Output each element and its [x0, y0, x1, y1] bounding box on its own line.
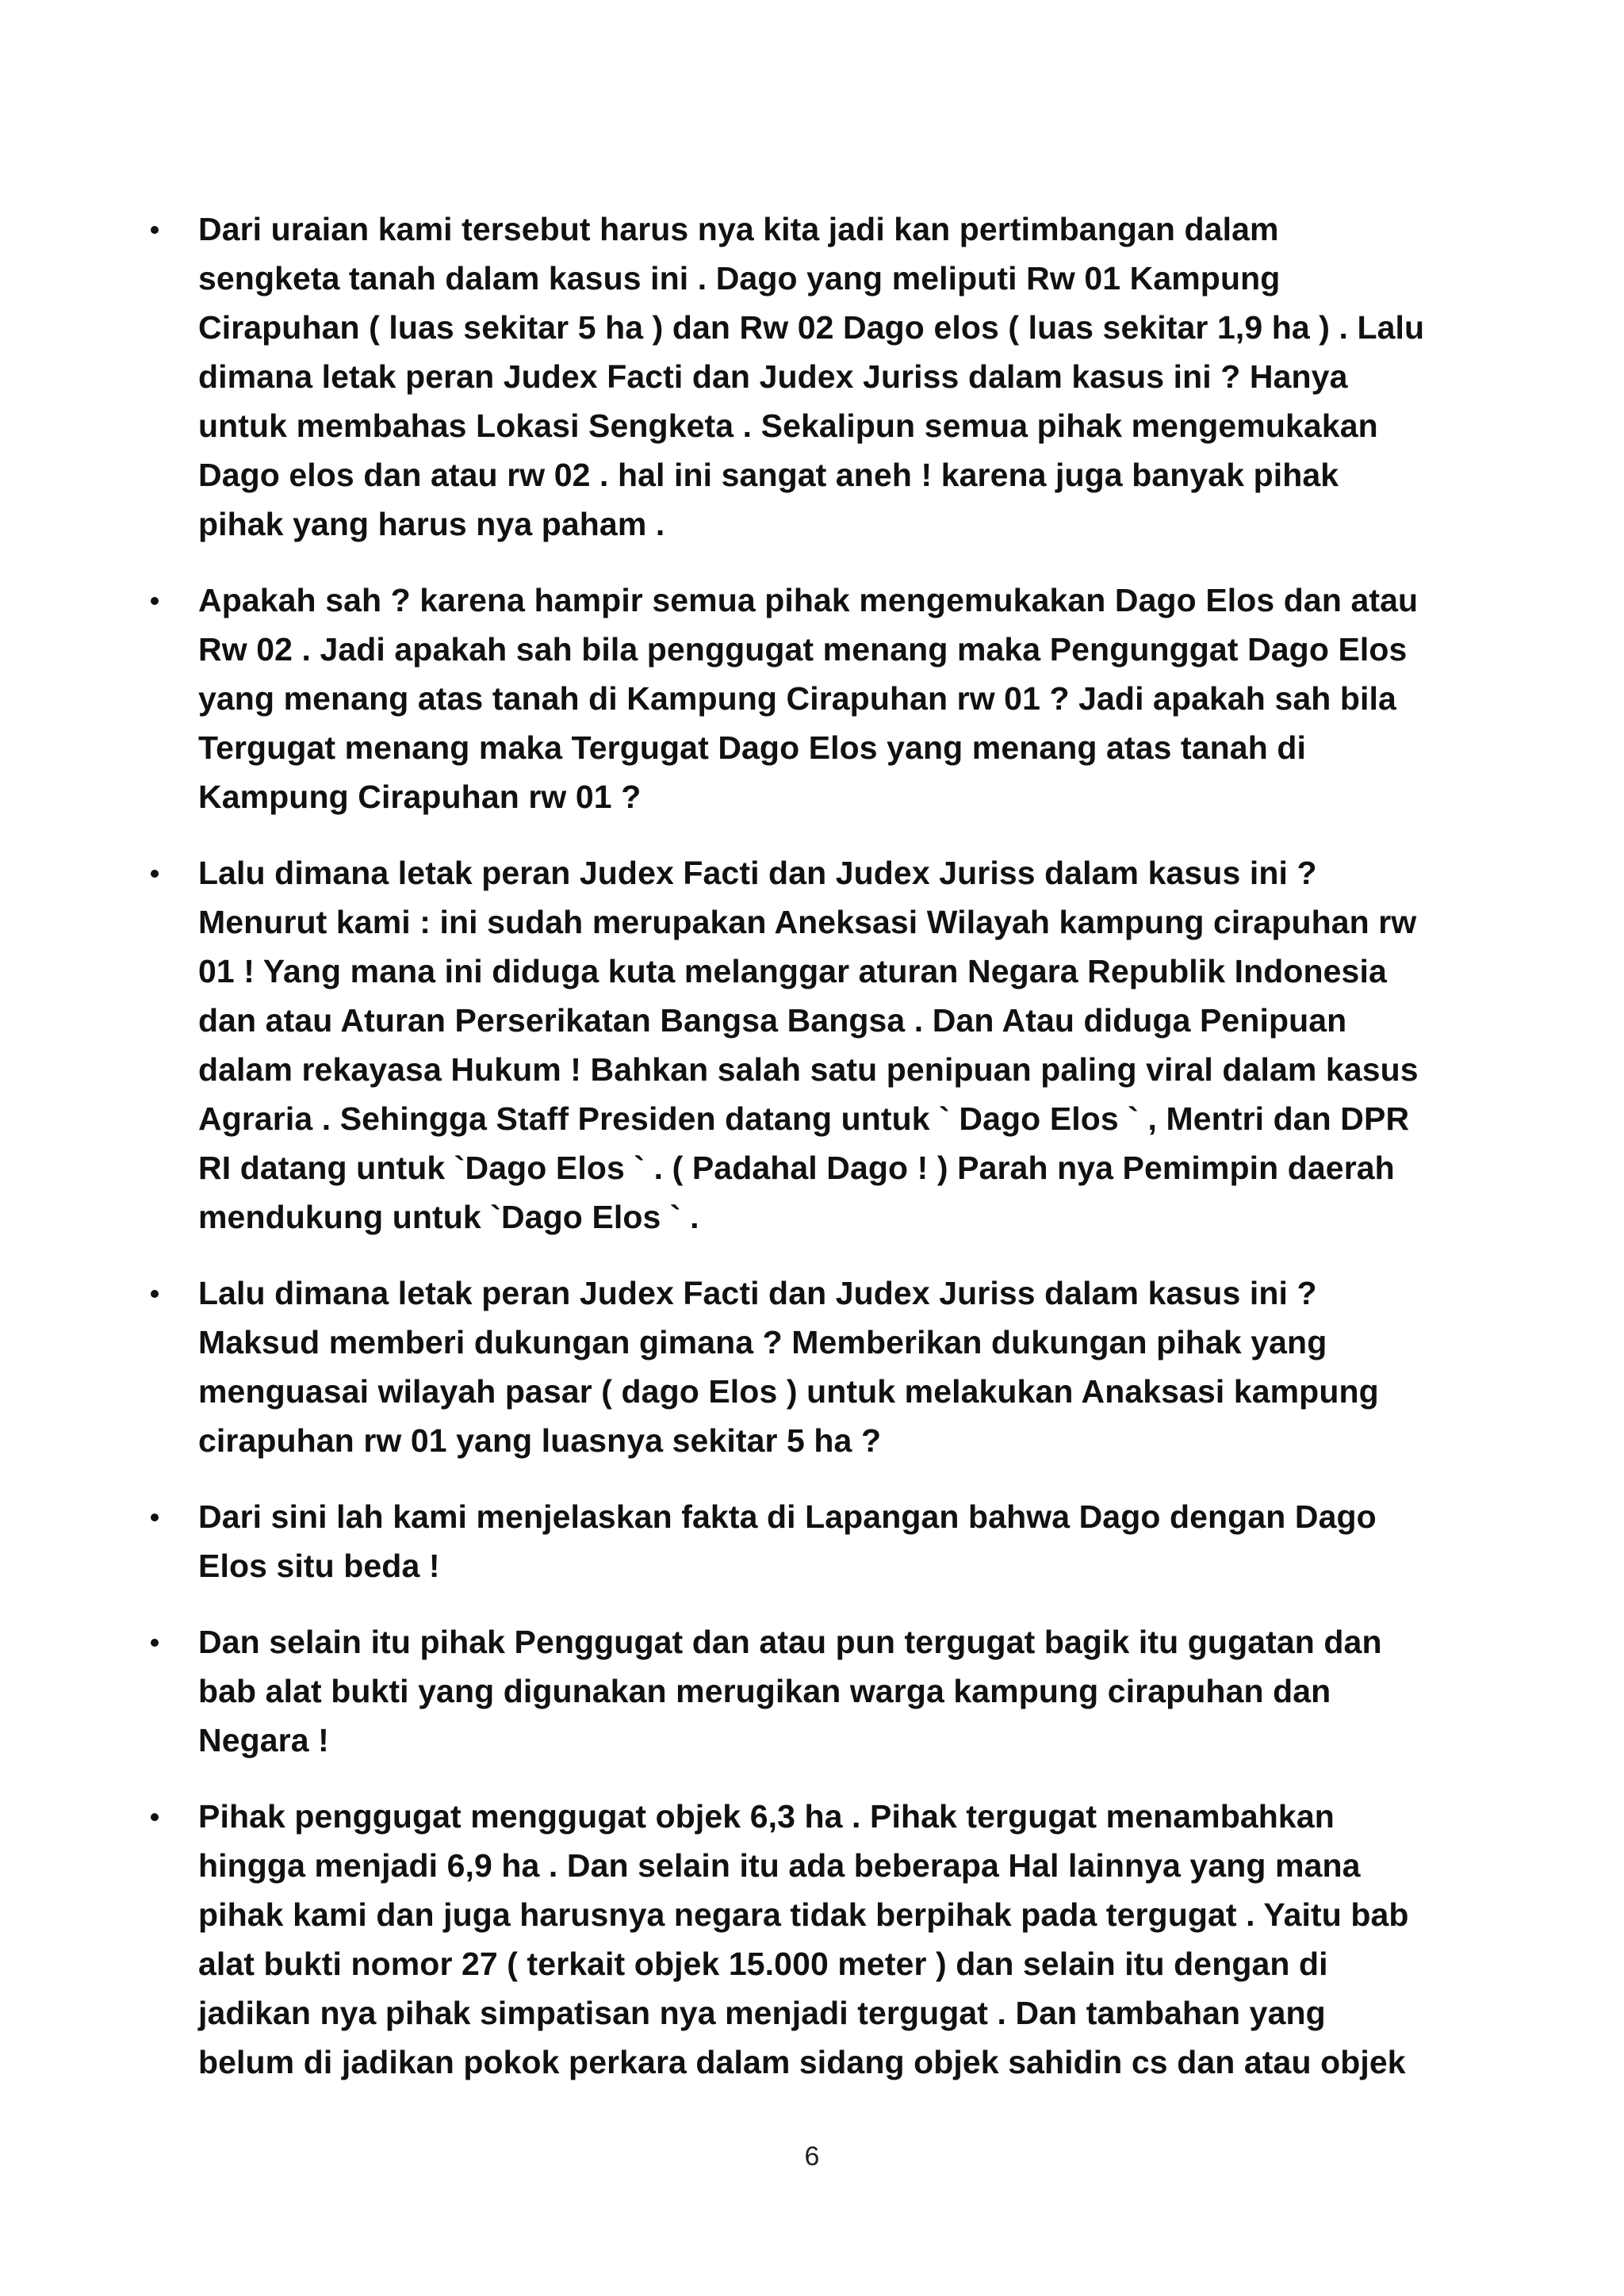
bullet-list	[151, 205, 1459, 2114]
bullet-text: Apakah sah ? karena hampir semua pihak mengemukakan Dago Elos dan atau Rw 02 . Jadi apakah sah bila penggugat menang maka Pengunggat Dago Elos yang menang atas tanah di Kampung Cirapuhan rw 01 ? Jadi apakah sah bila Tergugat menang maka Tergugat Dago Elos yang menang atas tanah di Kampung Cirapuhan rw 01 ?	[198, 582, 1419, 815]
list-item	[151, 1617, 1459, 1765]
bullet-text: Pihak penggugat menggugat objek 6,3 ha . Pihak tergugat menambahkan hingga menjadi 6,9 ha . Dan selain itu ada beberapa Hal lainnya yang mana pihak kami dan juga harusnya negara tidak berpihak pada tergugat . Yaitu bab alat bukti nomor 27 ( terkait objek 15.000 meter ) dan selain itu dengan di jadikan nya pihak simpatisan nya menjadi tergugat . Dan tambahan yang belum di jadikan pokok perkara dalam sidang objek sahidin cs dan atau objek	[198, 1798, 1409, 2080]
bullet-icon	[151, 1813, 159, 1821]
list-item	[151, 205, 1459, 549]
list-item	[151, 848, 1459, 1242]
list-item	[151, 1792, 1459, 2087]
list-item	[151, 1492, 1459, 1590]
bullet-text: Lalu dimana letak peran Judex Facti dan Judex Juriss dalam kasus ini ? Menurut kami : ini sudah merupakan Aneksasi Wilayah kampung cirapuhan rw 01 ! Yang mana ini diduga kuta melanggar aturan Negara Republik Indonesia dan atau Aturan Perserikatan Bangsa Bangsa . Dan Atau diduga Penipuan dalam rekayasa Hukum ! Bahkan salah satu penipuan paling viral dalam kasus Agraria . Sehingga Staff Presiden datang untuk ` Dago Elos ` , Mentri dan DPR RI datang untuk `Dago Elos ` . ( Padahal Dago ! ) Parah nya Pemimpin daerah mendukung untuk `Dago Elos ` .	[198, 855, 1419, 1235]
bullet-icon	[151, 226, 159, 234]
page-number: 6	[804, 2141, 820, 2172]
bullet-icon	[151, 1639, 159, 1647]
list-item	[151, 1269, 1459, 1465]
bullet-text: Dan selain itu pihak Penggugat dan atau pun tergugat bagik itu gugatan dan bab alat bukti yang digunakan merugikan warga kampung cirapuhan dan Negara !	[198, 1624, 1382, 1758]
bullet-icon	[151, 870, 159, 878]
bullet-text: Dari uraian kami tersebut harus nya kita jadi kan pertimbangan dalam sengketa tanah dalam kasus ini . Dago yang meliputi Rw 01 Kampung Cirapuhan ( luas sekitar 5 ha ) dan Rw 02 Dago elos ( luas sekitar 1,9 ha ) . Lalu dimana letak peran Judex Facti dan Judex Juriss dalam kasus ini ? Hanya untuk membahas Lokasi Sengketa . Sekalipun semua pihak mengemukakan Dago elos dan atau rw 02 . hal ini sangat aneh ! karena juga banyak pihak pihak yang harus nya paham .	[198, 211, 1425, 542]
bullet-icon	[151, 1290, 159, 1298]
bullet-icon	[151, 1513, 159, 1521]
list-item	[151, 576, 1459, 821]
bullet-text: Lalu dimana letak peran Judex Facti dan Judex Juriss dalam kasus ini ? Maksud memberi dukungan gimana ? Memberikan dukungan pihak yang menguasai wilayah pasar ( dago Elos ) untuk melakukan Anaksasi kampung cirapuhan rw 01 yang luasnya sekitar 5 ha ?	[198, 1275, 1379, 1459]
bullet-text: Dari sini lah kami menjelaskan fakta di Lapangan bahwa Dago dengan Dago Elos situ beda !	[198, 1498, 1377, 1584]
bullet-icon	[151, 597, 159, 605]
